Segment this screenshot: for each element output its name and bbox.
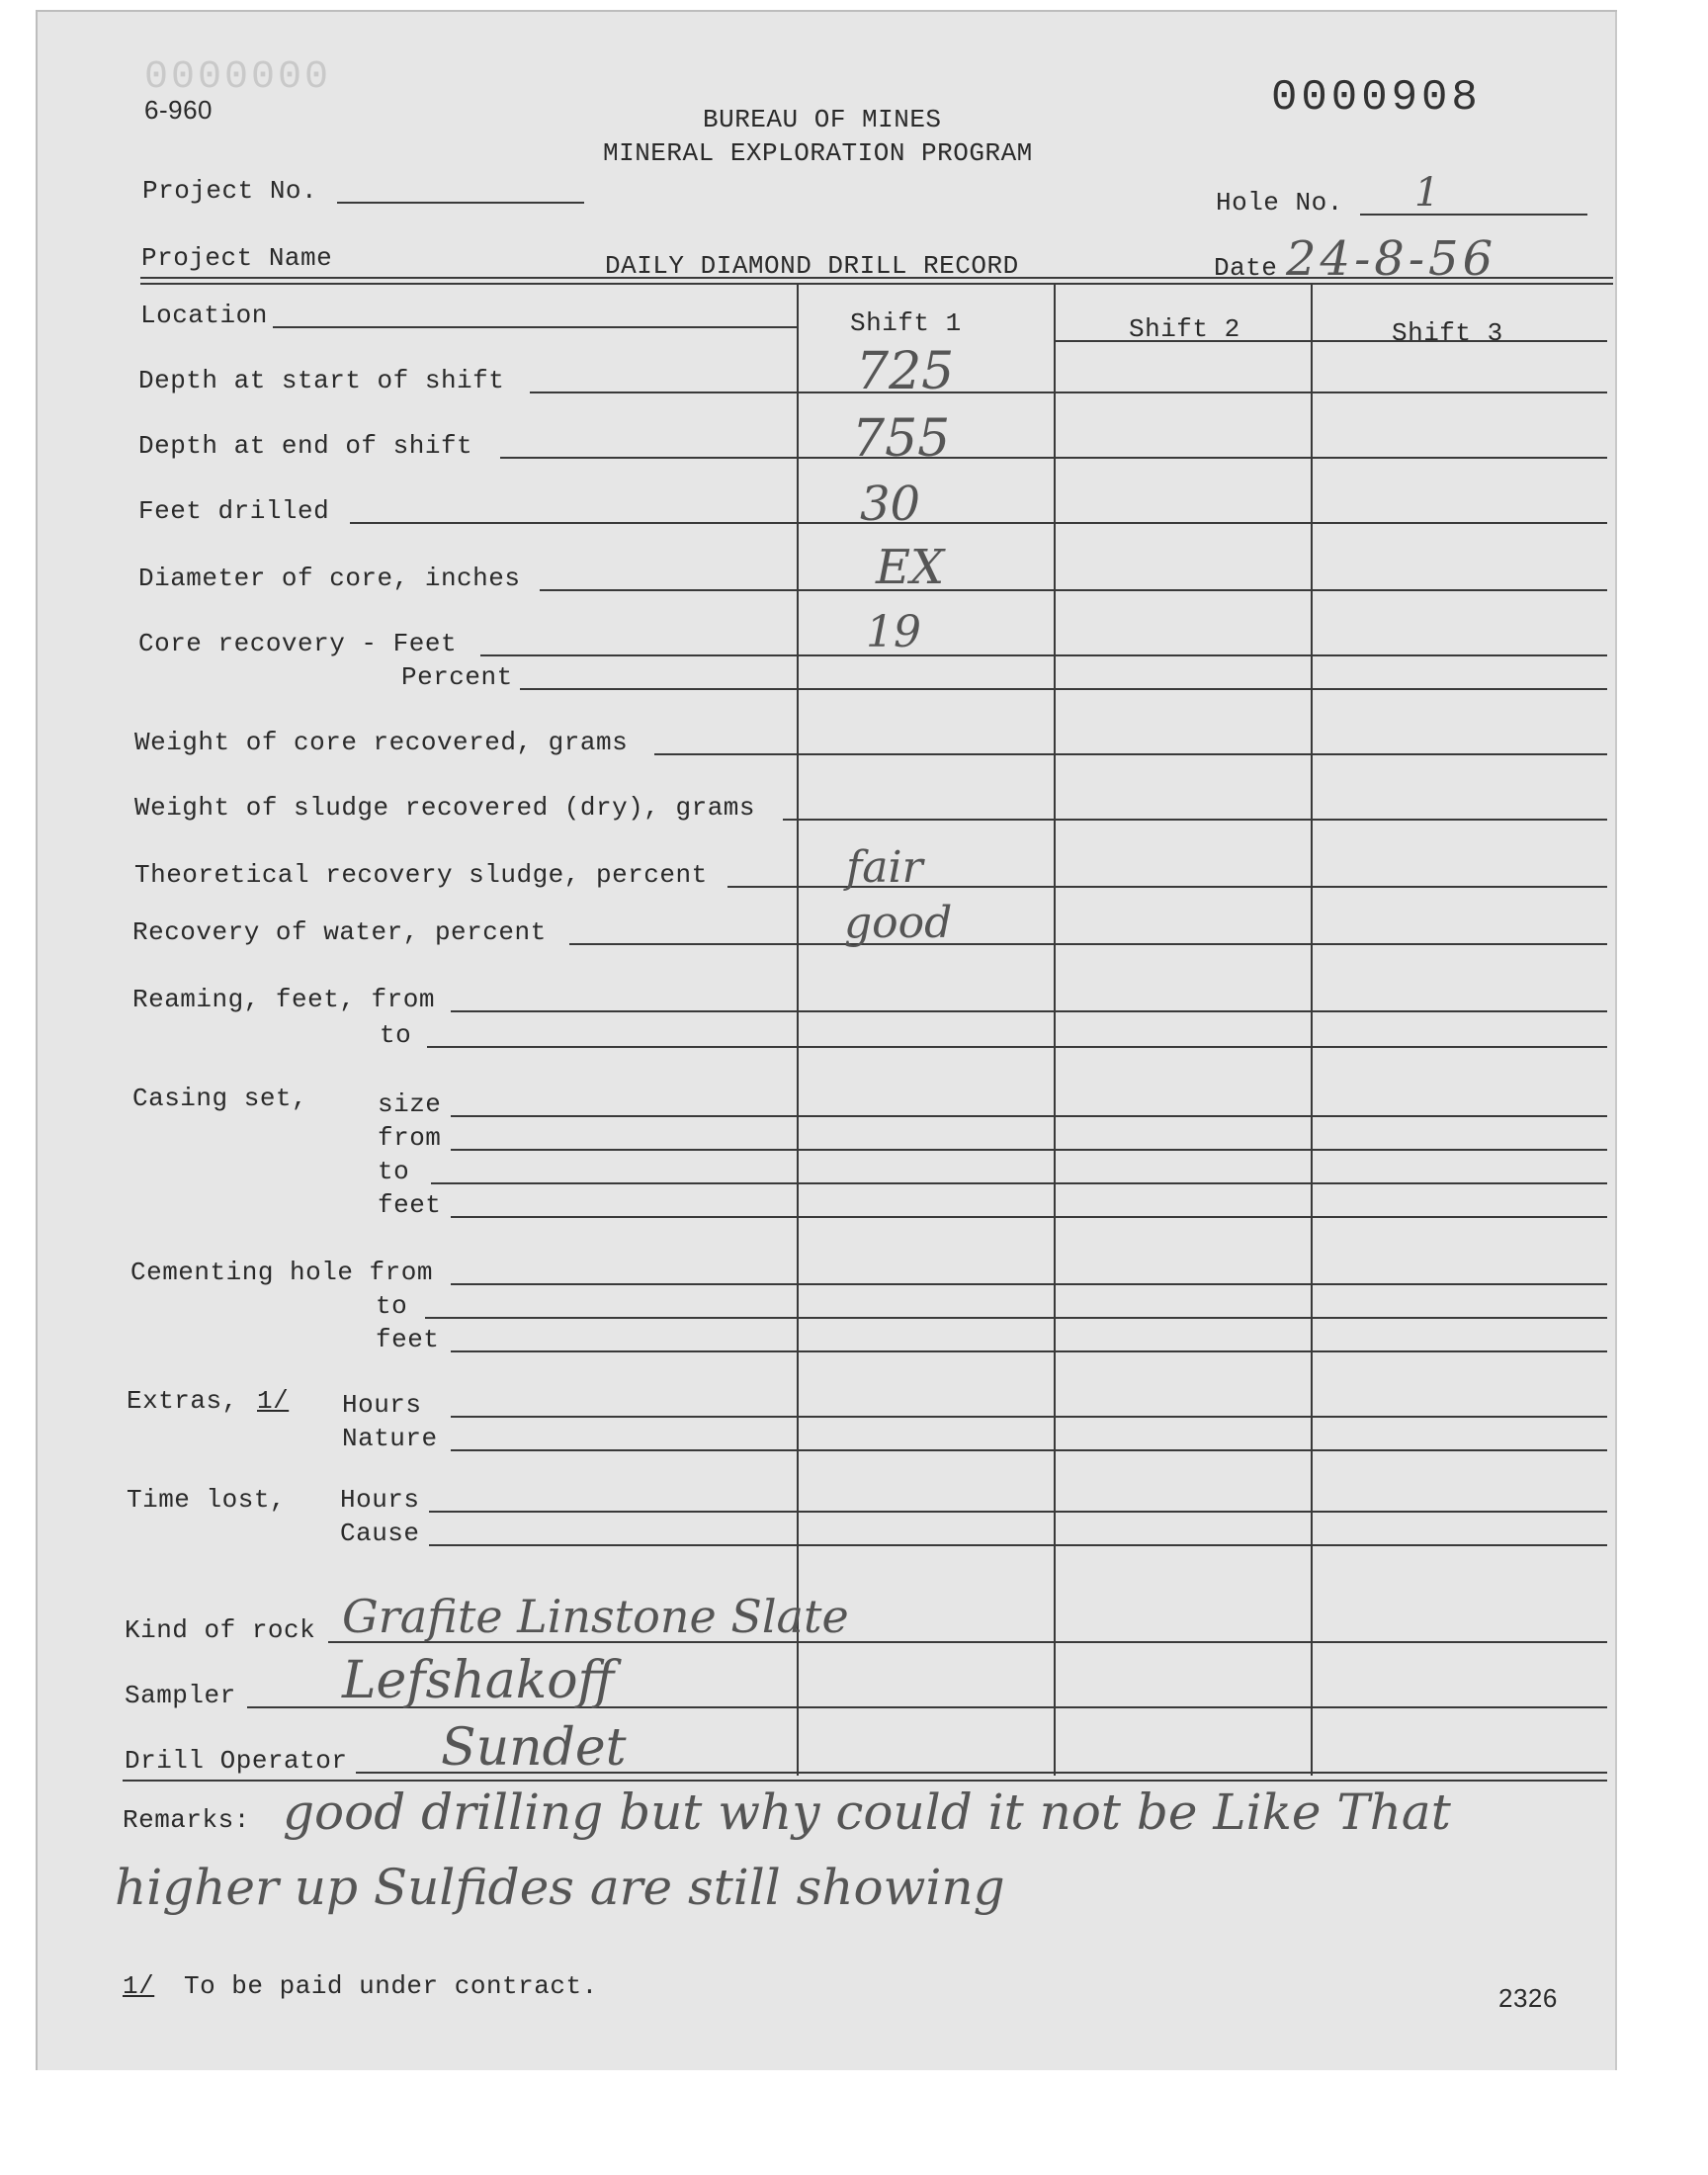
column-divider-3	[1311, 285, 1313, 1776]
project-name-label: Project Name	[141, 243, 333, 273]
ghost-number: 0000000	[144, 55, 332, 100]
label-percent: Percent	[401, 662, 513, 692]
hole-no-value: 1	[1414, 170, 1440, 216]
label-extras-note: 1/	[257, 1386, 290, 1416]
line-time-hours	[429, 1511, 1607, 1513]
label-casing-to: to	[378, 1157, 410, 1186]
hole-no-line	[1360, 214, 1587, 216]
label-location: Location	[140, 301, 268, 330]
line-cementing	[451, 1283, 1607, 1285]
label-sampler: Sampler	[125, 1681, 236, 1710]
line-cementing-to	[425, 1317, 1607, 1319]
label-extras: Extras,	[127, 1386, 238, 1416]
line-location	[273, 326, 797, 328]
line-weight-core	[654, 753, 1607, 755]
date-label: Date	[1214, 253, 1278, 283]
label-feet-drilled: Feet drilled	[138, 496, 330, 526]
footnote-text: To be paid under contract.	[184, 1971, 598, 2001]
shift1-depth-end: 755	[852, 409, 951, 469]
label-casing-size: size	[378, 1089, 442, 1119]
line-core-recovery	[480, 654, 1607, 656]
label-cementing-feet: feet	[376, 1325, 440, 1354]
label-core-recovery: Core recovery - Feet	[138, 629, 458, 658]
form-title: DAILY DIAMOND DRILL RECORD	[605, 251, 1019, 281]
line-extras-nature	[451, 1449, 1607, 1451]
line-cementing-feet	[451, 1350, 1607, 1352]
header-rule-2	[140, 283, 1613, 285]
hole-no-label: Hole No.	[1216, 188, 1343, 218]
shift1-water: good	[844, 898, 953, 948]
column-shift-2: Shift 2	[1129, 314, 1240, 344]
line-reaming-to	[427, 1046, 1607, 1048]
remarks-line-2: higher up Sulfides are still showing	[115, 1859, 1005, 1916]
drill-operator-value: Sundet	[441, 1718, 627, 1778]
label-casing-feet: feet	[378, 1190, 442, 1220]
line-header-shifts	[1054, 340, 1607, 342]
page-code: 2326	[1498, 1983, 1558, 2013]
label-cementing-to: to	[376, 1291, 408, 1321]
kind-rock-value: Grafite Linstone Slate	[342, 1590, 849, 1643]
remarks-label: Remarks:	[123, 1805, 250, 1835]
document-number: 0000908	[1271, 73, 1482, 123]
bottom-table-rule	[123, 1780, 1607, 1782]
label-reaming: Reaming, feet, from	[132, 985, 435, 1014]
project-no-label: Project No.	[142, 176, 318, 206]
label-time-cause: Cause	[340, 1519, 420, 1548]
column-shift-1: Shift 1	[850, 308, 962, 338]
label-casing: Casing set,	[132, 1084, 308, 1113]
shift1-depth-start: 725	[856, 342, 955, 401]
column-shift-3: Shift 3	[1392, 318, 1503, 348]
agency-title: BUREAU OF MINES	[703, 105, 942, 134]
sampler-value: Lefshakoff	[342, 1651, 615, 1710]
date-value: 24-8-56	[1286, 231, 1497, 287]
line-casing-from	[451, 1149, 1607, 1151]
column-divider-1	[797, 285, 799, 1776]
shift1-feet-drilled: 30	[860, 477, 921, 532]
form-number: 6-960	[144, 95, 213, 125]
program-title: MINERAL EXPLORATION PROGRAM	[603, 138, 1033, 168]
drill-record-form	[36, 10, 1617, 2070]
label-reaming-to: to	[380, 1020, 412, 1050]
line-depth-end	[500, 457, 1607, 459]
line-time-cause	[429, 1544, 1607, 1546]
line-casing-to	[431, 1182, 1607, 1184]
label-depth-start: Depth at start of shift	[138, 366, 505, 395]
project-no-line	[337, 202, 584, 204]
line-extras-hours	[451, 1416, 1607, 1418]
label-weight-sludge: Weight of sludge recovered (dry), grams	[134, 793, 755, 823]
label-cementing: Cementing hole from	[130, 1258, 433, 1287]
line-weight-sludge	[783, 819, 1607, 821]
label-theoretical: Theoretical recovery sludge, percent	[134, 860, 708, 890]
shift1-theoretical: fair	[846, 842, 923, 893]
line-water	[569, 943, 1607, 945]
line-reaming	[451, 1010, 1607, 1012]
label-extras-hours: Hours	[342, 1390, 422, 1420]
label-diameter: Diameter of core, inches	[138, 564, 521, 593]
shift1-diameter: EX	[876, 540, 945, 595]
line-depth-start	[530, 392, 1607, 393]
label-depth-end: Depth at end of shift	[138, 431, 473, 461]
footnote-mark: 1/	[123, 1971, 155, 2001]
label-extras-nature: Nature	[342, 1424, 438, 1453]
remarks-line-1: good drilling but why could it not be Like That	[283, 1784, 1451, 1841]
line-casing-size	[451, 1115, 1607, 1117]
label-water: Recovery of water, percent	[132, 917, 547, 947]
column-divider-2	[1054, 285, 1056, 1776]
label-drill-operator: Drill Operator	[125, 1746, 348, 1776]
line-casing-feet	[451, 1216, 1607, 1218]
header-rule	[140, 277, 1613, 279]
line-percent	[520, 688, 1607, 690]
label-casing-from: from	[378, 1123, 442, 1153]
label-time-hours: Hours	[340, 1485, 420, 1515]
shift1-core-recovery: 19	[866, 607, 921, 657]
line-diameter	[540, 589, 1607, 591]
label-kind-rock: Kind of rock	[125, 1615, 316, 1645]
label-weight-core: Weight of core recovered, grams	[134, 728, 629, 757]
label-time-lost: Time lost,	[127, 1485, 287, 1515]
line-feet-drilled	[350, 522, 1607, 524]
